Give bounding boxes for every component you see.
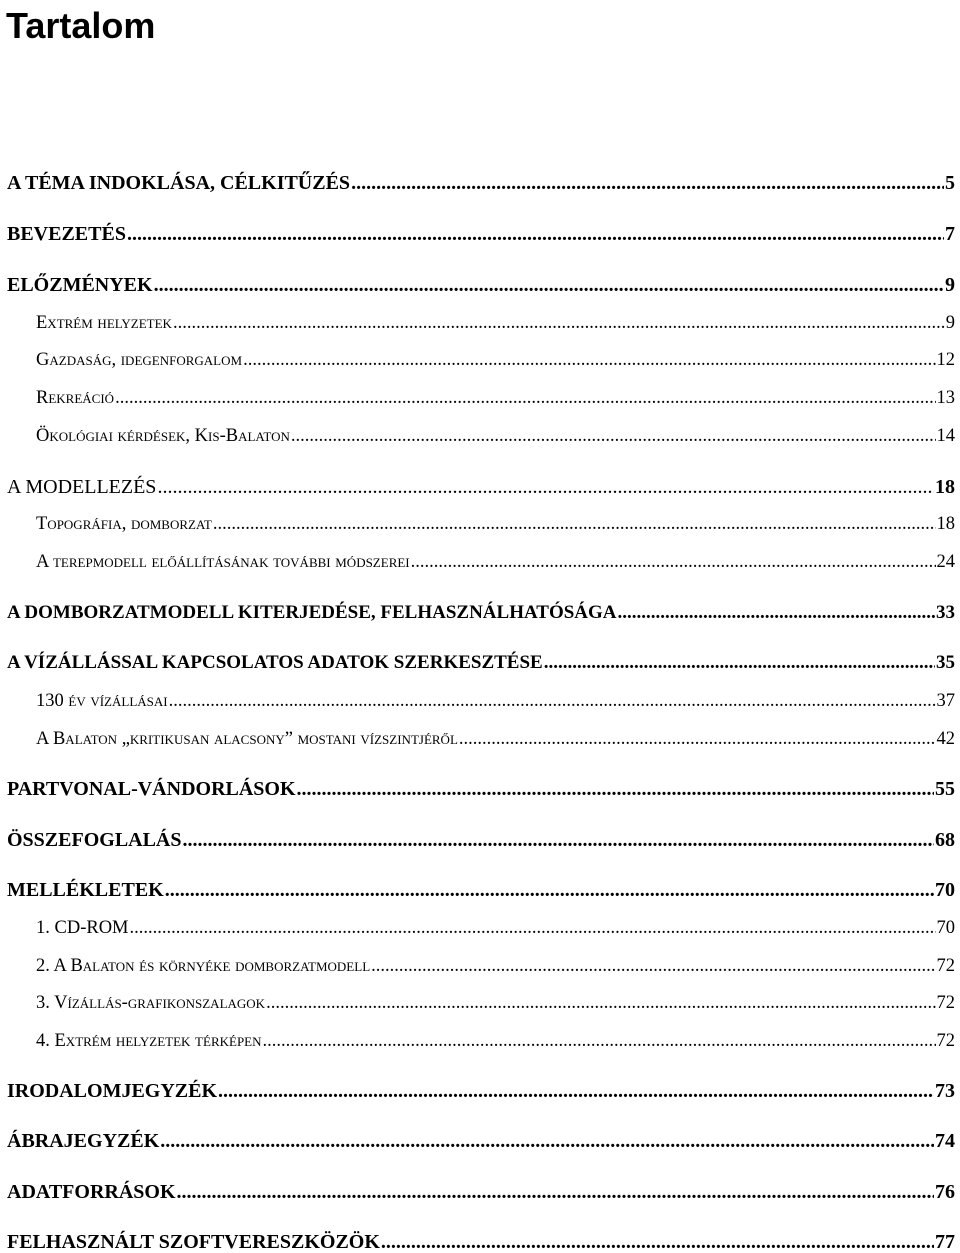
toc-entry-label: PARTVONAL-VÁNDORLÁSOK	[7, 778, 296, 800]
toc-subentry-label: Ökológiai kérdések, Kis-Balaton	[36, 426, 290, 446]
toc-dot-leader	[411, 551, 936, 573]
toc-subentry-page: 12	[936, 350, 955, 370]
toc-dot-leader	[173, 312, 945, 334]
toc-dot-leader	[157, 476, 934, 498]
toc-entry-label: ADATFORRÁSOK	[7, 1181, 176, 1203]
toc-subentry[interactable]	[7, 992, 955, 1014]
toc-dot-leader	[544, 652, 935, 674]
toc-subentry[interactable]	[7, 690, 955, 712]
toc-subentry-label: 3. Vízállás-grafikonszalagok	[36, 993, 266, 1013]
toc-dot-leader	[165, 879, 934, 901]
toc-subentry-page: 18	[936, 514, 955, 534]
toc-dot-leader	[130, 917, 936, 939]
toc-entry[interactable]	[7, 1181, 955, 1203]
toc-subentry[interactable]	[7, 425, 955, 447]
toc-entry-label: IRODALOMJEGYZÉK	[7, 1080, 218, 1102]
toc-dot-leader	[266, 992, 935, 1014]
toc-subentry[interactable]	[7, 349, 955, 371]
toc-subentry-page: 9	[945, 313, 955, 333]
toc-dot-leader	[218, 1080, 934, 1102]
toc-subentry[interactable]	[7, 917, 955, 939]
toc-entry-label: A DOMBORZATMODELL KITERJEDÉSE, FELHASZNÁLHATÓSÁGA	[7, 602, 617, 623]
toc-entry-label: A TÉMA INDOKLÁSA, CÉLKITŰZÉS	[7, 172, 351, 194]
toc-entry[interactable]	[7, 1080, 955, 1102]
toc-dot-leader	[169, 690, 936, 712]
toc-entry-label: FELHASZNÁLT SZOFTVERESZKÖZÖK	[7, 1231, 380, 1253]
toc-subentry[interactable]	[7, 513, 955, 535]
toc-subentry[interactable]	[7, 1030, 955, 1052]
toc-entry[interactable]	[7, 223, 955, 245]
toc-entry-label: ÖSSZEFOGLALÁS	[7, 829, 182, 851]
toc-entry-page: 18	[935, 476, 955, 498]
toc-entry-label: ÁBRAJEGYZÉK	[7, 1130, 160, 1152]
toc-entry-page: 76	[935, 1181, 955, 1203]
toc-entry-page: 5	[945, 172, 955, 194]
toc-entry[interactable]	[7, 476, 955, 498]
toc-subentry-label: Gazdaság, idegenforgalom	[36, 350, 243, 370]
toc-dot-leader	[183, 829, 934, 851]
toc-subentry-label: 1. CD-ROM	[36, 918, 129, 938]
toc-dot-leader	[213, 513, 936, 535]
toc-subentry-label: A Balaton „kritikusan alacsony” mostani vízszintjéről	[36, 729, 458, 749]
toc-dot-leader	[154, 274, 944, 296]
toc-entry-page: 33	[936, 602, 955, 623]
toc-entry-page: 74	[935, 1130, 955, 1152]
toc-subentry-label: A terepmodell előállításának további módszerei	[36, 552, 410, 572]
toc-entry[interactable]	[7, 274, 955, 296]
toc-subentry-label: 4. Extrém helyzetek térképen	[36, 1031, 262, 1051]
toc-subentry-page: 14	[936, 426, 955, 446]
toc-entry[interactable]	[7, 1231, 955, 1253]
toc-entry[interactable]	[7, 172, 955, 194]
toc-entry-label: BEVEZETÉS	[7, 223, 126, 245]
toc-subentry-page: 42	[936, 729, 955, 749]
toc-subentry-page: 24	[936, 552, 955, 572]
toc-subentry-label: Rekreáció	[36, 388, 115, 408]
toc-dot-leader	[381, 1231, 934, 1253]
toc-dot-leader	[177, 1181, 934, 1203]
toc-dot-leader	[263, 1030, 936, 1052]
toc-entry-page: 35	[936, 652, 955, 673]
toc-subentry[interactable]	[7, 728, 955, 750]
toc-dot-leader	[127, 223, 944, 245]
toc-entry-page: 7	[945, 223, 955, 245]
toc-subentry-page: 72	[936, 993, 955, 1013]
toc-dot-leader	[371, 955, 935, 977]
toc-subentry-page: 72	[936, 956, 955, 976]
toc-entry[interactable]	[7, 1130, 955, 1152]
toc-dot-leader	[459, 728, 936, 750]
toc-subentry-page: 13	[936, 388, 955, 408]
toc-entry[interactable]	[7, 879, 955, 901]
toc-entry-page: 77	[935, 1231, 955, 1253]
toc-entry[interactable]	[7, 778, 955, 800]
toc-entry[interactable]	[7, 829, 955, 851]
toc-entry-page: 55	[935, 778, 955, 800]
toc-entry-page: 68	[935, 829, 955, 851]
toc-entry-page: 70	[935, 879, 955, 901]
toc-subentry[interactable]	[7, 551, 955, 573]
toc-subentry[interactable]	[7, 312, 955, 334]
toc-subentry[interactable]	[7, 955, 955, 977]
toc-dot-leader	[351, 172, 944, 194]
toc-dot-leader	[618, 602, 935, 624]
toc-entry-page: 9	[945, 274, 955, 296]
toc-dot-leader	[243, 349, 935, 371]
toc-entry-page: 73	[935, 1080, 955, 1102]
toc-subentry[interactable]	[7, 387, 955, 409]
toc-subentry-page: 37	[936, 691, 955, 711]
toc-subentry-page: 70	[936, 918, 955, 938]
toc-dot-leader	[160, 1130, 934, 1152]
toc-entry-label: A MODELLEZÉS	[7, 476, 157, 498]
toc-subentry-label: 2. A Balaton és környéke domborzatmodell	[36, 956, 371, 976]
toc-entry-label: ELŐZMÉNYEK	[7, 274, 153, 296]
toc-entry-label: A VÍZÁLLÁSSAL KAPCSOLATOS ADATOK SZERKESZTÉSE	[7, 652, 543, 673]
toc-subentry-label: Extrém helyzetek	[36, 313, 172, 333]
toc-subentry-page: 72	[936, 1031, 955, 1051]
toc-entry-label: MELLÉKLETEK	[7, 879, 164, 901]
toc-dot-leader	[291, 425, 936, 447]
page-title: Tartalom	[6, 5, 156, 46]
toc-entry[interactable]	[7, 652, 955, 674]
toc-entry[interactable]	[7, 602, 955, 624]
toc-dot-leader	[297, 778, 934, 800]
toc-subentry-label: 130 év vízállásai	[36, 691, 168, 711]
toc-dot-leader	[115, 387, 935, 409]
toc-subentry-label: Topográfia, domborzat	[36, 514, 212, 534]
